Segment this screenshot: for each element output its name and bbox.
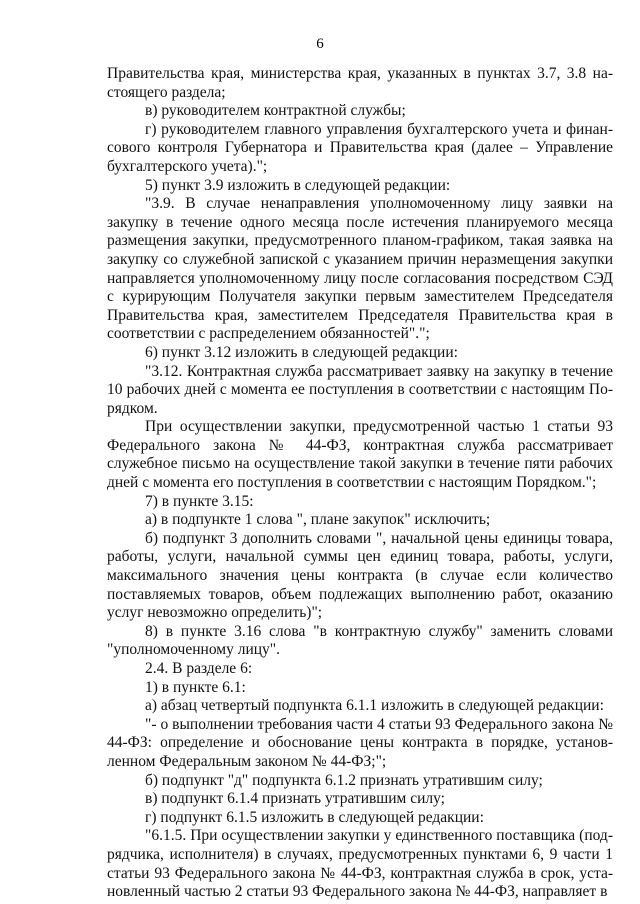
paragraph: "- о выполнении требования части 4 статьи 93 Федерального закона № 44-ФЗ: определение и обоснование цены контракта в порядке, установленном Федеральным законом № 44-ФЗ;"; bbox=[107, 715, 613, 770]
paragraph: При осуществлении закупки, предусмотренной частью 1 статьи 93 Федерального закона № 44-ФЗ, контрактная служба рассматривает служебное письмо на осуществление такой закупки в течение пяти рабочих дней с момента его поступления в соответствии с настоящим Порядком."; bbox=[107, 418, 613, 492]
paragraph: 5) пункт 3.9 изложить в следующей редакции: bbox=[145, 176, 451, 194]
paragraph: 1) в пункте 6.1: bbox=[145, 678, 246, 696]
document-body bbox=[107, 65, 613, 902]
paragraph: 2.4. В разделе 6: bbox=[145, 660, 253, 677]
paragraph: б) подпункт "д" подпункта 6.1.2 признать утратившим силу; bbox=[145, 771, 543, 789]
paragraph: г) руководителем главного управления бухгалтерского учета и финансового контроля Губернатора и Правительства края (далее – Управление бухгалтерского учета)."; bbox=[107, 120, 613, 175]
paragraph: 6) пункт 3.12 изложить в следующей редакции: bbox=[145, 343, 458, 361]
paragraph: г) подпункт 6.1.5 изложить в следующей редакции: bbox=[145, 808, 484, 826]
paragraph: в) подпункт 6.1.4 признать утратившим силу; bbox=[145, 790, 445, 808]
paragraph: а) абзац четвертый подпункта 6.1.1 изложить в следующей редакции: bbox=[145, 697, 604, 715]
paragraph: "6.1.5. При осуществлении закупки у единственного поставщика (подрядчика, исполнителя) в случаях, предусмотренных пунктами 6, 9 части 1 статьи 93 Федерального закона № 44-ФЗ, контрактная служба в срок, установленный частью 2 статьи 93 Федерального закона № 44-ФЗ, направляет в bbox=[107, 827, 613, 901]
paragraph: "3.12. Контрактная служба рассматривает заявку на закупку в течение 10 рабочих дней с момента ее поступления в соответствии с настоящим Порядком. bbox=[107, 362, 613, 417]
paragraph: в) руководителем контрактной службы; bbox=[145, 102, 406, 120]
paragraph: Правительства края, министерства края, указанных в пунктах 3.7, 3.8 настоящего раздела; bbox=[107, 65, 613, 101]
paragraph: "3.9. В случае ненаправления уполномоченному лицу заявки на закупку в течение одного месяца после истечения планируемого месяца размещения закупки, предусмотренного планом-графиком, такая заявка на закупку со служебной запиской с указанием причин неразмещения закупки направляется уполномоченному лицу после согласования посредством СЭД с курирующим Получателя закупки первым заместителем Председателя Правительства края, заместителем Председателя Правительства края в соответствии с распределением обязанностей"."; bbox=[107, 195, 613, 343]
page-number: 6 bbox=[316, 36, 324, 52]
paragraph: 7) в пункте 3.15: bbox=[145, 492, 254, 510]
paragraph: а) в подпункте 1 слова ", плане закупок" исключить; bbox=[145, 511, 491, 529]
paragraph: 8) в пункте 3.16 слова "в контрактную службу" заменить словами "уполномоченному лицу". bbox=[107, 622, 613, 659]
paragraph: б) подпункт 3 дополнить словами ", начальной цены единицы товара, работы, услуги, начальной суммы цен единиц товара, работы, услуги, максимального значения цены контракта (в случае если количество поставляемых товаров, объем подлежащих выполнению работ, оказанию услуг невозможно определить)"; bbox=[107, 529, 613, 622]
